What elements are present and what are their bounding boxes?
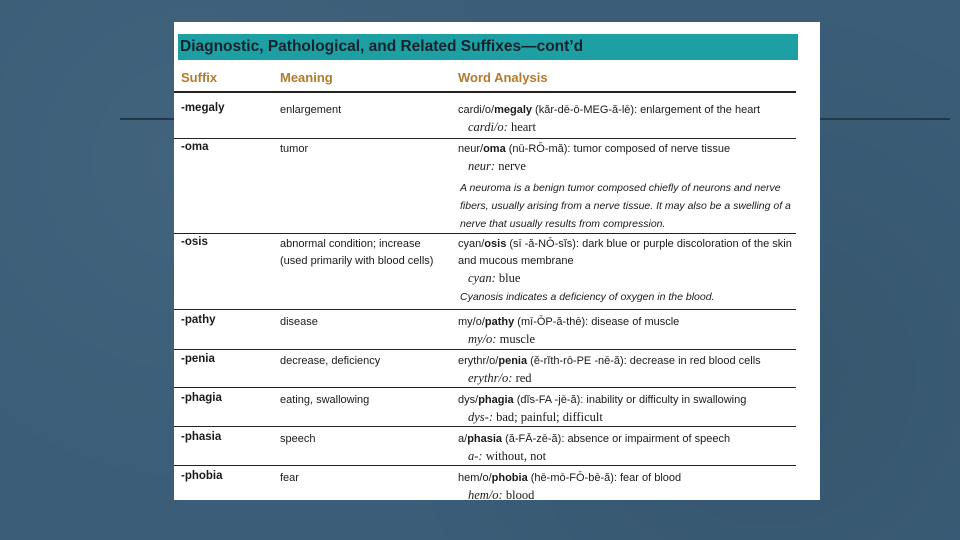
- row-divider: [174, 138, 796, 139]
- meaning-cell: disease: [280, 316, 318, 328]
- word-analysis-cell: [458, 392, 796, 426]
- root-line: erythr/o: red: [468, 371, 532, 385]
- meaning-cell: speech: [280, 433, 316, 445]
- column-header-word-analysis: Word Analysis: [458, 70, 548, 85]
- root-line: my/o: muscle: [468, 332, 536, 346]
- word-analysis-cell: [458, 314, 796, 348]
- suffix-cell: -osis: [181, 236, 208, 248]
- row-divider: [174, 349, 796, 350]
- root-line: dys-: bad; painful; difficult: [468, 410, 603, 424]
- note-text: A neuroma is a benign tumor composed chiefly of neurons and nerve fibers, usually arising from a nerve tissue. It may also be a swelling of a nerve that usually results from compression.: [460, 182, 791, 230]
- word-analysis-cell: [458, 353, 796, 387]
- suffix-cell: -phagia: [181, 392, 222, 404]
- root-line: cardi/o: heart: [468, 120, 536, 134]
- root-line: cyan: blue: [468, 271, 521, 285]
- decorative-rule-right: [820, 118, 950, 120]
- term-line: erythr/o/penia (ĕ-rĭth-rō-PE -nē-ă): decrease in red blood cells: [458, 355, 761, 367]
- suffix-cell: -pathy: [181, 314, 216, 326]
- term-line: cardi/o/megaly (kăr-dē-ō-MEG-ă-lē): enlargement of the heart: [458, 104, 761, 116]
- word-analysis-cell: [458, 102, 796, 136]
- textbook-page: [174, 22, 820, 500]
- row-divider: [174, 233, 796, 234]
- meaning-cell: decrease, deficiency: [280, 355, 381, 367]
- meaning-cell: tumor: [280, 143, 309, 155]
- root-line: neur: nerve: [468, 159, 526, 173]
- term-line: hem/o/phobia (hē-mō-FŌ-bē-ă): fear of blood: [458, 472, 682, 484]
- suffix-cell: -penia: [181, 353, 215, 365]
- suffix-cell: -megaly: [181, 102, 225, 114]
- table-title: Diagnostic, Pathological, and Related Suffixes—cont’d: [178, 34, 798, 60]
- word-analysis-cell: [458, 141, 796, 233]
- row-divider: [174, 426, 796, 427]
- column-header-suffix: Suffix: [181, 70, 218, 85]
- term-line: my/o/pathy (mī-ŌP-ă-thē): disease of muscle: [458, 316, 680, 328]
- suffix-cell: -phobia: [181, 470, 223, 482]
- term-line: a/phasia (ă-FĀ-zē-ă): absence or impairment of speech: [458, 433, 731, 445]
- term-line: neur/oma (nū-RŌ-mă): tumor composed of nerve tissue: [458, 143, 731, 155]
- header-divider: [174, 91, 796, 93]
- row-divider: [174, 387, 796, 388]
- row-divider: [174, 465, 796, 466]
- word-analysis-cell: [458, 431, 796, 465]
- root-line: hem/o: blood: [468, 488, 535, 500]
- meaning-cell: enlargement: [280, 104, 342, 116]
- suffix-cell: -oma: [181, 141, 209, 153]
- note-text: Cyanosis indicates a deficiency of oxygen in the blood.: [460, 291, 715, 303]
- term-line: dys/phagia (dĭs-FA -jē-ă): inability or difficulty in swallowing: [458, 394, 747, 406]
- row-divider: [174, 309, 796, 310]
- meaning-cell: fear: [280, 472, 299, 484]
- column-header-meaning: Meaning: [280, 70, 333, 85]
- decorative-rule-left: [120, 118, 176, 120]
- meaning-cell: abnormal condition; increase (used primarily with blood cells): [280, 238, 434, 267]
- word-analysis-cell: [458, 236, 796, 306]
- root-line: a-: without, not: [468, 449, 547, 463]
- suffix-cell: -phasia: [181, 431, 222, 443]
- word-analysis-cell: [458, 470, 796, 500]
- meaning-cell: eating, swallowing: [280, 394, 370, 406]
- term-line: cyan/osis (sī -ă-NŌ-sĭs): dark blue or purple discoloration of the skin and mucous membrane: [458, 238, 792, 267]
